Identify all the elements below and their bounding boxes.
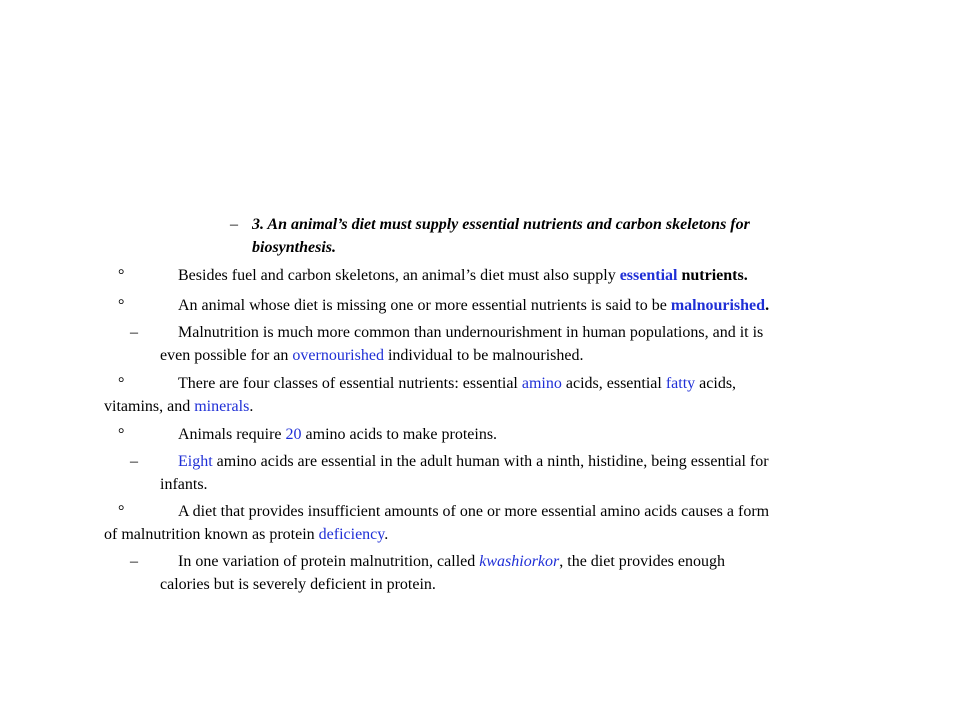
bullet-5-link-deficiency[interactable]: deficiency <box>318 526 385 543</box>
heading-dash: – <box>230 216 238 233</box>
bullet-2-text <box>178 294 769 317</box>
bullet-4-sub-post: amino acids are essential in the adult human with a ninth, histidine, being essential for <box>212 453 769 470</box>
bullet-3-mid: acids, essential <box>561 375 666 392</box>
bullet-degree-marker: ° <box>118 503 125 520</box>
bullet-5-sub-pre: In one variation of protein malnutrition, called <box>178 553 480 570</box>
sub-bullet-dash: – <box>130 453 138 470</box>
bullet-5-line-1: A diet that provides insufficient amounts of one or more essential amino acids causes a form <box>178 503 770 520</box>
bullet-5-sub-line-2: calories but is severely deficient in protein. <box>160 576 436 593</box>
bullet-2-sub-post: individual to be malnourished. <box>383 347 584 364</box>
bullet-2-sub-line-1: Malnutrition is much more common than undernourishment in human populations, and it is <box>178 324 764 341</box>
bullet-1-text <box>178 264 748 287</box>
bullet-degree-marker: ° <box>118 297 125 314</box>
bullet-1-post: nutrients. <box>677 267 748 284</box>
heading-line-1: 3. An animal’s diet must supply essential nutrients and carbon skeletons for <box>252 216 750 233</box>
bullet-degree-marker: ° <box>118 426 125 443</box>
bullet-4-sub-line-2: infants. <box>160 476 208 493</box>
bullet-3-post: acids, <box>695 375 737 392</box>
bullet-2-sub-pre: even possible for an <box>160 347 293 364</box>
bullet-1-pre: Besides fuel and carbon skeletons, an animal’s diet must also supply <box>178 267 620 284</box>
bullet-3-l2-pre: vitamins, and <box>104 398 195 415</box>
bullet-5-sub-link-kwashiorkor[interactable]: kwashiorkor <box>479 553 560 570</box>
bullet-1-link-essential[interactable]: essential <box>619 267 678 284</box>
bullet-3-link-amino[interactable]: amino <box>521 375 562 392</box>
bullet-4-post: amino acids to make proteins. <box>301 426 498 443</box>
bullet-2-link-malnourished[interactable]: malnourished <box>670 297 766 314</box>
bullet-4-link-20[interactable]: 20 <box>285 426 302 443</box>
bullet-3-line-2 <box>104 395 253 418</box>
heading-line-2: biosynthesis. <box>252 239 337 256</box>
bullet-3-l2-post: . <box>249 398 254 415</box>
bullet-5-sub-post: , the diet provides enough <box>559 553 725 570</box>
bullet-5-sub-line-1 <box>178 550 725 573</box>
bullet-2-sub-line-2 <box>160 344 583 367</box>
bullet-3-link-minerals[interactable]: minerals <box>194 398 250 415</box>
bullet-3-pre: There are four classes of essential nutrients: essential <box>178 375 522 392</box>
bullet-5-post: . <box>384 526 389 543</box>
bullet-degree-marker: ° <box>118 375 125 392</box>
bullet-3-link-fatty[interactable]: fatty <box>665 375 696 392</box>
bullet-4-text <box>178 423 497 446</box>
bullet-2-pre: An animal whose diet is missing one or more essential nutrients is said to be <box>178 297 671 314</box>
bullet-degree-marker: ° <box>118 267 125 284</box>
bullet-3-line-1 <box>178 372 736 395</box>
sub-bullet-dash: – <box>130 324 138 341</box>
bullet-2-sub-link-overnourished[interactable]: overnourished <box>292 347 384 364</box>
bullet-4-sub-line-1 <box>178 450 769 473</box>
bullet-5-pre: of malnutrition known as protein <box>104 526 319 543</box>
sub-bullet-dash: – <box>130 553 138 570</box>
bullet-4-pre: Animals require <box>178 426 286 443</box>
bullet-5-line-2 <box>104 523 388 546</box>
bullet-4-sub-link-eight[interactable]: Eight <box>178 453 213 470</box>
bullet-2-post: . <box>765 297 770 314</box>
